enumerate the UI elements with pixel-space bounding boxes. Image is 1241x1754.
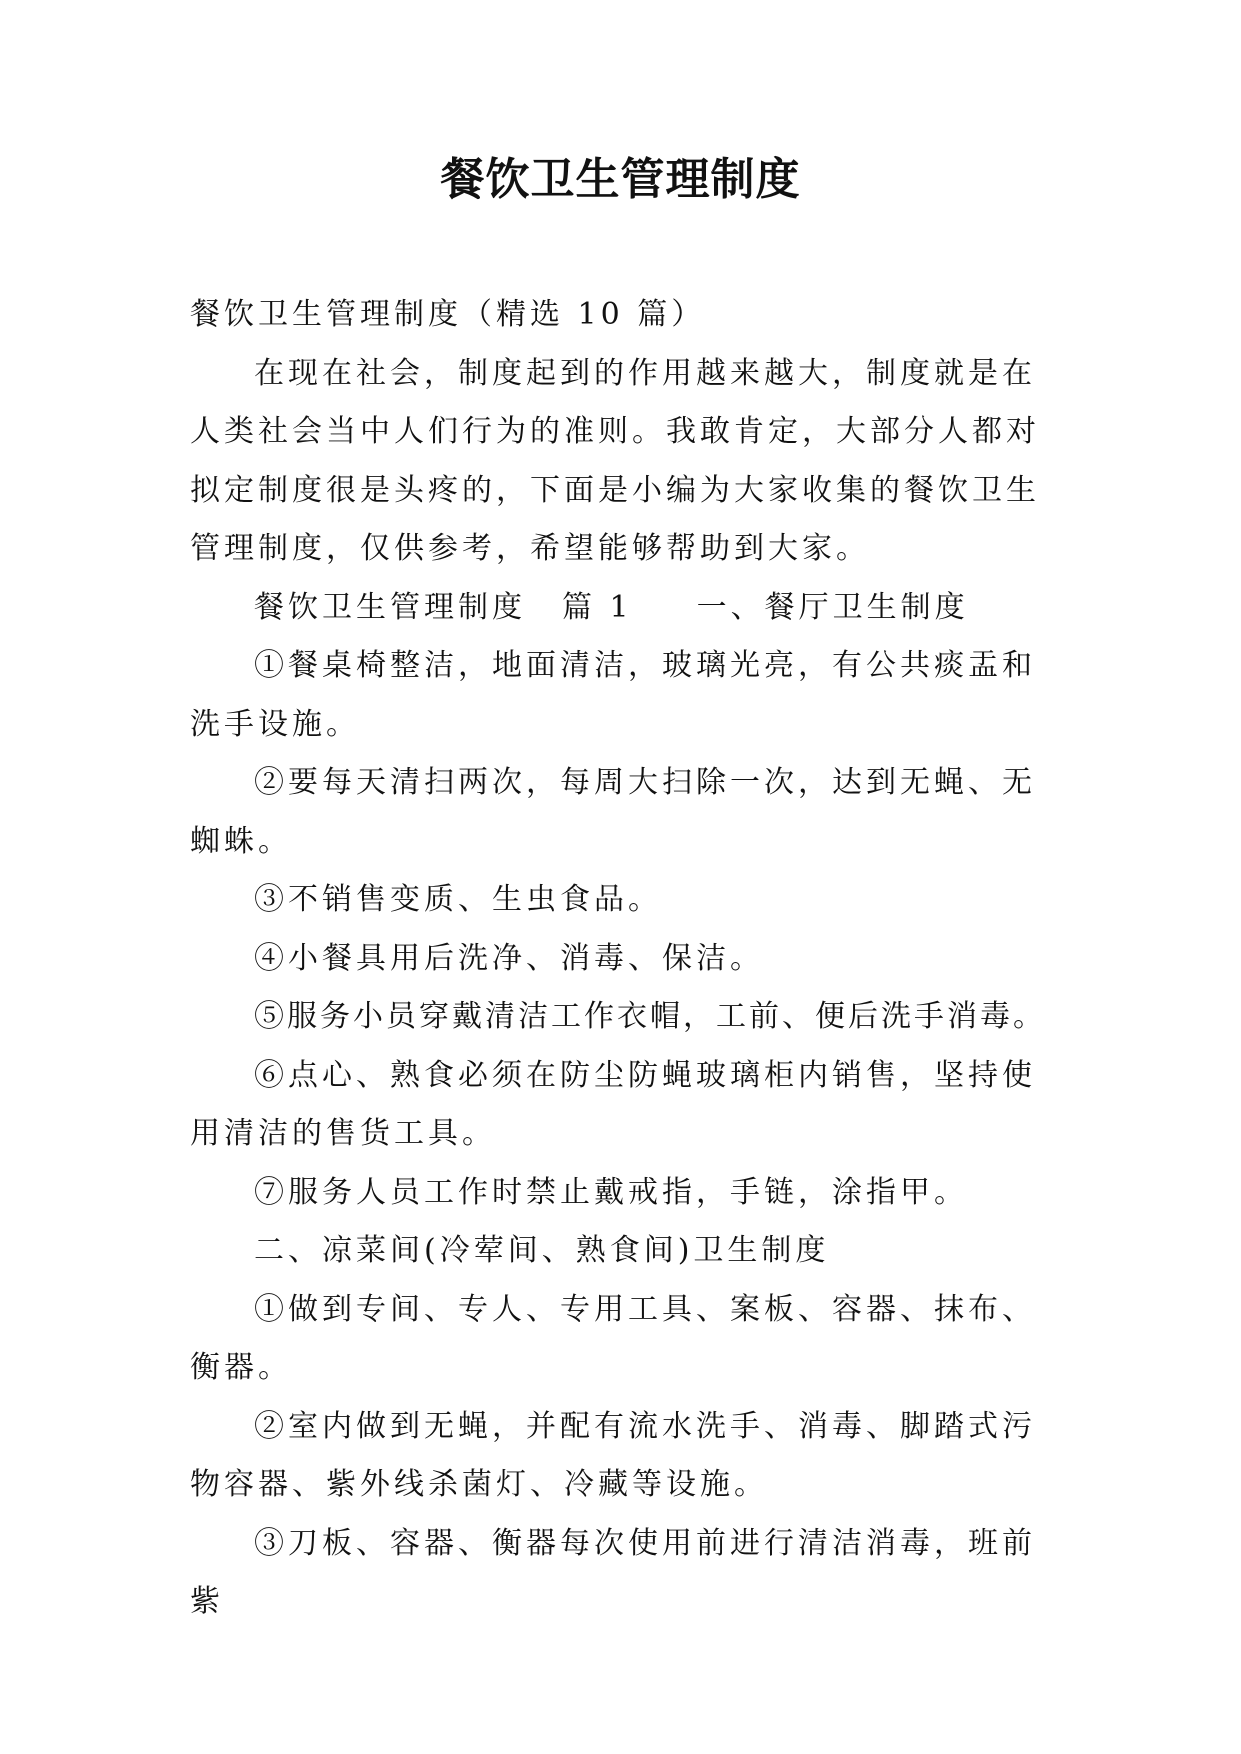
list-item: ⑥点心、熟食必须在防尘防蝇玻璃柜内销售，坚持使用清洁的售货工具。 bbox=[190, 1057, 1036, 1151]
chapter-heading-line bbox=[190, 579, 1050, 638]
list-item: ②要每天清扫两次，每周大扫除一次，达到无蝇、无蜘蛛。 bbox=[190, 765, 1036, 859]
section1-heading: 一、餐厅卫生制度 bbox=[696, 589, 969, 625]
list-item: ②室内做到无蝇，并配有流水洗手、消毒、脚踏式污物容器、紫外线杀菌灯、冷藏等设施。 bbox=[190, 1408, 1036, 1502]
list-item: ③不销售变质、生虫食品。 bbox=[254, 882, 662, 917]
list-item: ④小餐具用后洗净、消毒、保洁。 bbox=[254, 940, 764, 976]
list-item: ①做到专间、专人、专用工具、案板、容器、抹布、衡器。 bbox=[190, 1291, 1036, 1385]
list-item: ⑦服务人员工作时禁止戴戒指，手链，涂指甲。 bbox=[254, 1174, 968, 1210]
document-title: 餐饮卫生管理制度 bbox=[440, 154, 801, 205]
intro-paragraph: 在现在社会，制度起到的作用越来越大，制度就是在人类社会当中人们行为的准则。我敢肯定，大部分人都对拟定制度很是头疼的，下面是小编为大家收集的餐饮卫生管理制度，仅供参考，希望能够帮助到大家。 bbox=[190, 355, 1040, 566]
list-item: ③刀板、容器、衡器每次使用前进行清洁消毒，班前紫 bbox=[190, 1525, 1036, 1619]
list-item: ①餐桌椅整洁，地面清洁，玻璃光亮，有公共痰盂和洗手设施。 bbox=[190, 648, 1036, 742]
list-item: ⑤服务小员穿戴清洁工作衣帽，工前、便后洗手消毒。 bbox=[254, 999, 1046, 1034]
chapter-number: 篇 1 bbox=[562, 589, 633, 625]
section2-heading: 二、凉菜间(冷荤间、熟食间)卫生制度 bbox=[254, 1233, 830, 1268]
subtitle: 餐饮卫生管理制度（精选 10 篇） bbox=[190, 297, 706, 332]
document-body bbox=[190, 286, 1050, 1632]
chapter-label: 餐饮卫生管理制度 bbox=[254, 589, 526, 625]
